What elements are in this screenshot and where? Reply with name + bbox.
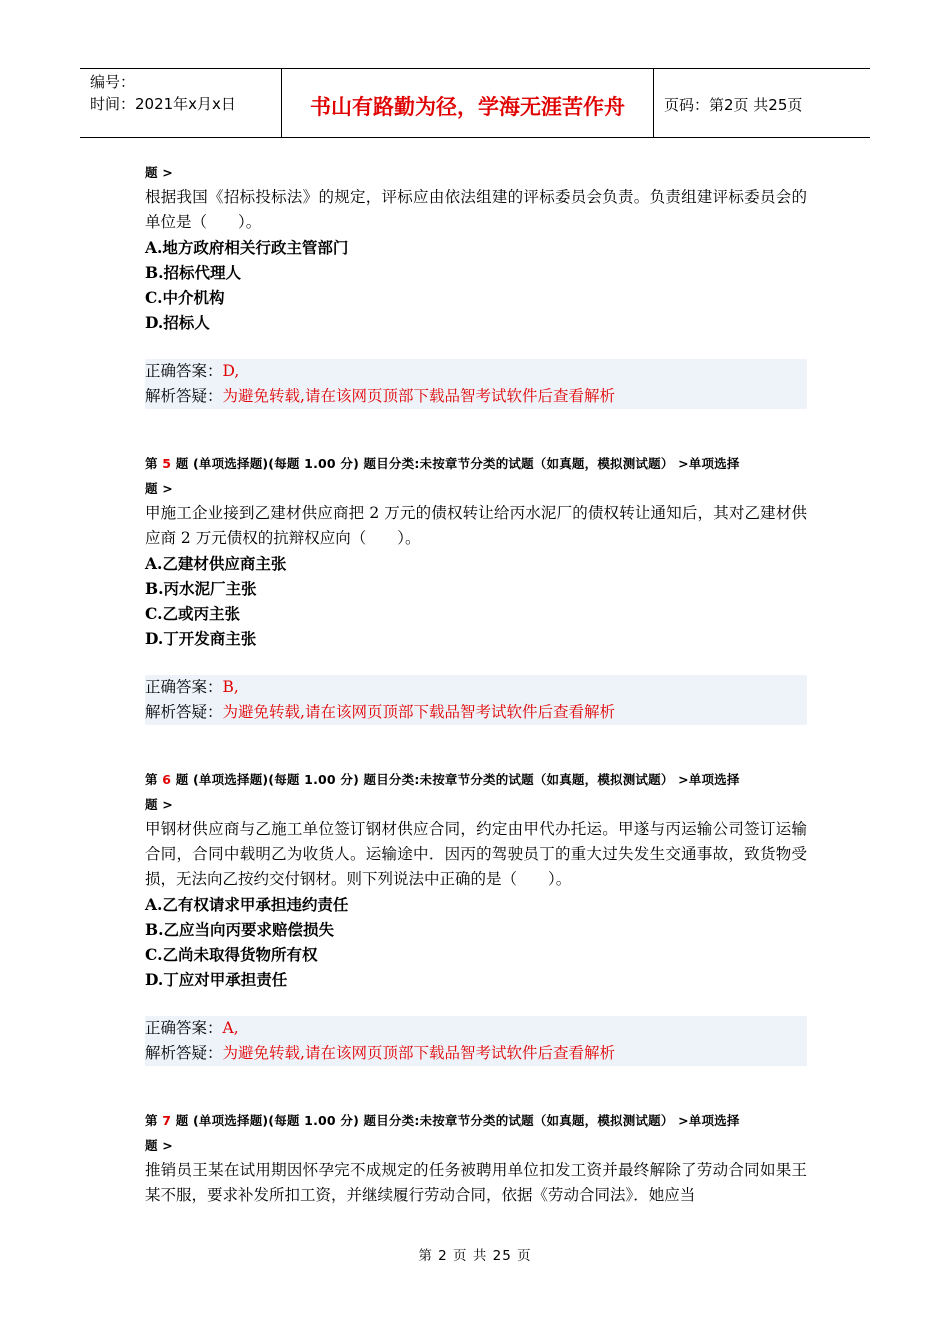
question-stem: 推销员王某在试用期因怀孕完不成规定的任务被聘用单位扣发工资并最终解除了劳动合同如果王某不服，要求补发所扣工资，并继续履行劳动合同，依据《劳动合同法》．她应当 — [145, 1161, 807, 1204]
meta-mid: 题 (单项选择题)(每题 1.00 分) 题目分类:未按章节分类的试题（如真题，模拟测试题） >单项选择 — [175, 456, 740, 471]
code-label: 编号： — [90, 73, 136, 91]
analysis-value: 为避免转载,请在该网页顶部下载品智考试软件后查看解析 — [222, 1044, 615, 1062]
answer-value: B, — [222, 678, 239, 696]
question-meta-tail: 题 > — [145, 481, 173, 496]
header-motto: 书山有路勤为径，学海无涯苦作舟 — [282, 69, 654, 137]
question-stem: 甲施工企业接到乙建材供应商把 2 万元的债权转让给丙水泥厂的债权转让通知后，其对乙建材供应商 2 万元债权的抗辩权应向（ ）。 — [145, 504, 807, 547]
time-label: 时间：2021年x月x日 — [90, 95, 236, 113]
header-page-info: 页码：第2页 共25页 — [664, 95, 803, 114]
question-meta-tail: 题 > — [145, 1138, 173, 1153]
option-c: C.中介机构 — [145, 288, 225, 307]
analysis-label: 解析答疑： — [145, 1044, 223, 1062]
question-meta — [145, 767, 807, 792]
answer-value: A, — [222, 1019, 239, 1037]
page-footer: 第 2 页 共 25 页 — [418, 1248, 532, 1264]
question-meta-tail: 题 > — [145, 165, 173, 180]
answer-box — [145, 675, 807, 725]
question-meta — [145, 451, 807, 476]
question-5 — [145, 451, 807, 725]
answer-box — [145, 1016, 807, 1066]
header-left-cell — [80, 69, 282, 137]
analysis-value: 为避免转载,请在该网页顶部下载品智考试软件后查看解析 — [222, 703, 615, 721]
meta-mid: 题 (单项选择题)(每题 1.00 分) 题目分类:未按章节分类的试题（如真题，模拟测试题） >单项选择 — [175, 772, 740, 787]
question-stem: 甲钢材供应商与乙施工单位签订钢材供应合同，约定由甲代办托运。甲遂与丙运输公司签订运输合同，合同中载明乙为收货人。运输途中．因丙的驾驶员丁的重大过失发生交通事故，致货物受损，无法向乙按约交付钢材。则下列说法中正确的是（ ）。 — [145, 820, 807, 888]
question-stem: 根据我国《招标投标法》的规定，评标应由依法组建的评标委员会负责。负责组建评标委员会的单位是（ ）。 — [145, 188, 807, 231]
meta-prefix: 第 — [145, 1113, 158, 1128]
option-c: C.乙尚未取得货物所有权 — [145, 945, 318, 964]
option-d: D.丁应对甲承担责任 — [145, 970, 288, 989]
analysis-label: 解析答疑： — [145, 387, 223, 405]
option-d: D.丁开发商主张 — [145, 629, 257, 648]
answer-label: 正确答案： — [145, 362, 223, 380]
analysis-value: 为避免转载,请在该网页顶部下载品智考试软件后查看解析 — [222, 387, 615, 405]
question-6 — [145, 767, 807, 1066]
question-7 — [145, 1108, 807, 1208]
question-meta — [145, 1108, 807, 1133]
page-header — [80, 68, 870, 138]
question-number: 5 — [162, 456, 172, 471]
answer-box — [145, 359, 807, 409]
main-content — [145, 160, 807, 1208]
answer-label: 正确答案： — [145, 1019, 223, 1037]
option-b: B.乙应当向丙要求赔偿损失 — [145, 920, 334, 939]
answer-value: D, — [222, 362, 240, 380]
option-c: C.乙或丙主张 — [145, 604, 240, 623]
option-b: B.招标代理人 — [145, 263, 241, 282]
question-4 — [145, 160, 807, 409]
analysis-label: 解析答疑： — [145, 703, 223, 721]
meta-prefix: 第 — [145, 772, 158, 787]
question-meta-tail: 题 > — [145, 797, 173, 812]
option-a: A.地方政府相关行政主管部门 — [145, 238, 349, 257]
question-number: 6 — [162, 772, 172, 787]
option-a: A.乙有权请求甲承担违约责任 — [145, 895, 349, 914]
option-b: B.丙水泥厂主张 — [145, 579, 257, 598]
meta-prefix: 第 — [145, 456, 158, 471]
option-a: A.乙建材供应商主张 — [145, 554, 287, 573]
option-d: D.招标人 — [145, 313, 210, 332]
meta-mid: 题 (单项选择题)(每题 1.00 分) 题目分类:未按章节分类的试题（如真题，模拟测试题） >单项选择 — [175, 1113, 740, 1128]
answer-label: 正确答案： — [145, 678, 223, 696]
question-number: 7 — [162, 1113, 172, 1128]
